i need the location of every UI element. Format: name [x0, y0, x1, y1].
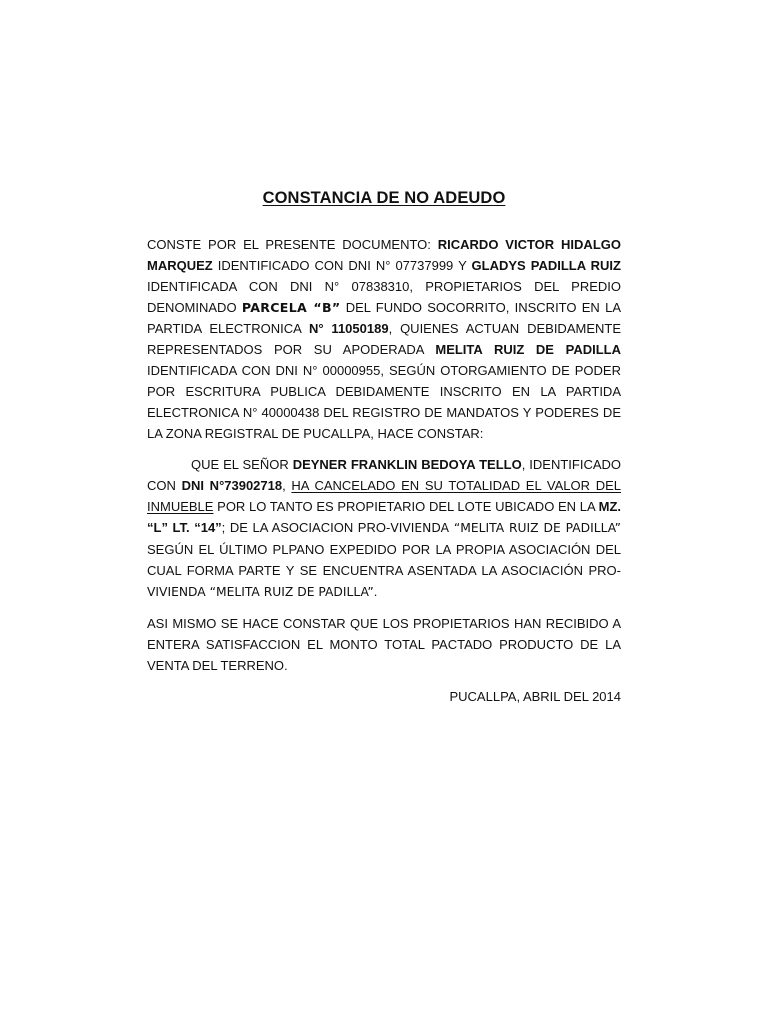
document-title: CONSTANCIA DE NO ADEUDO [262, 189, 506, 207]
partida-number: N° 11050189 [308, 321, 389, 336]
text-fragment: CONSTE POR EL PRESENTE DOCUMENTO: [147, 237, 438, 252]
association-name: VIVIENDA “MELITA RUIZ DE PADILLA” [147, 585, 374, 599]
cancelled-statement: HA CANCELADO EN SU TOTALIDAD EL VALOR DEL INMUEBLE [147, 478, 621, 514]
text-fragment: IDENTIFICADA CON DNI N° 07838310, PROPIETARIOS DEL PREDIO DENOMINADO [147, 279, 621, 315]
owner-name-1: RICARDO VICTOR HIDALGO MARQUEZ [147, 237, 621, 273]
lot-location: MZ. “L” LT. “14” [147, 499, 621, 535]
text-fragment: . [373, 584, 378, 599]
paragraph-buyer [147, 454, 621, 603]
paragraph-owners [147, 234, 621, 444]
text-fragment: DEL FUNDO SOCORRITO, INSCRITO EN LA PARTIDA ELECTRONICA [147, 300, 621, 336]
place-date: PUCALLPA, ABRIL DEL 2014 [449, 689, 621, 704]
text-fragment: ; DE LA ASOCIACION PRO- [221, 520, 391, 535]
association-name: VIVIENDA “MELITA RUIZ DE PADILLA” [390, 521, 621, 535]
text-fragment: SEGÚN EL ÚLTIMO PLPANO EXPEDIDO POR LA PROPIA ASOCIACIÓN DEL CUAL FORMA PARTE Y SE ENCUENTRA ASENTADA LA ASOCIACIÓN PRO- [147, 542, 621, 578]
paragraph-payment: ASI MISMO SE HACE CONSTAR QUE LOS PROPIETARIOS HAN RECIBIDO A ENTERA SATISFACCION EL MONTO TOTAL PACTADO PRODUCTO DE LA VENTA DEL TERRENO. [147, 616, 621, 673]
text-fragment: POR LO TANTO ES PROPIETARIO DEL LOTE UBICADO EN LA [213, 499, 599, 514]
buyer-dni: DNI N°73902718 [181, 478, 283, 493]
buyer-name: DEYNER FRANKLIN BEDOYA TELLO [292, 457, 522, 472]
parcela-name: PARCELA “B” [241, 300, 341, 315]
apoderada-name: MELITA RUIZ DE PADILLA [435, 342, 621, 357]
text-fragment: , IDENTIFICADO CON [147, 457, 622, 493]
text-fragment: IDENTIFICADO CON DNI N° 07737999 Y [212, 258, 472, 273]
text-fragment: IDENTIFICADA CON DNI N° 00000955, SEGÚN OTORGAMIENTO DE PODER POR ESCRITURA PUBLICA DEBIDAMENTE INSCRITO EN LA PARTIDA ELECTRONICA N° 40000438 DEL REGISTRO DE MANDATOS Y PODERES DE LA ZONA REGISTRAL DE PUCALLPA, HACE CONSTAR: [147, 363, 621, 441]
owner-name-2: GLADYS PADILLA RUIZ [471, 258, 621, 273]
text-fragment: QUE EL SEÑOR [191, 457, 293, 472]
text-fragment: , QUIENES ACTUAN DEBIDAMENTE REPRESENTADOS POR SU APODERADA [147, 321, 621, 357]
text-fragment: , [282, 478, 292, 493]
document-body [147, 234, 621, 707]
